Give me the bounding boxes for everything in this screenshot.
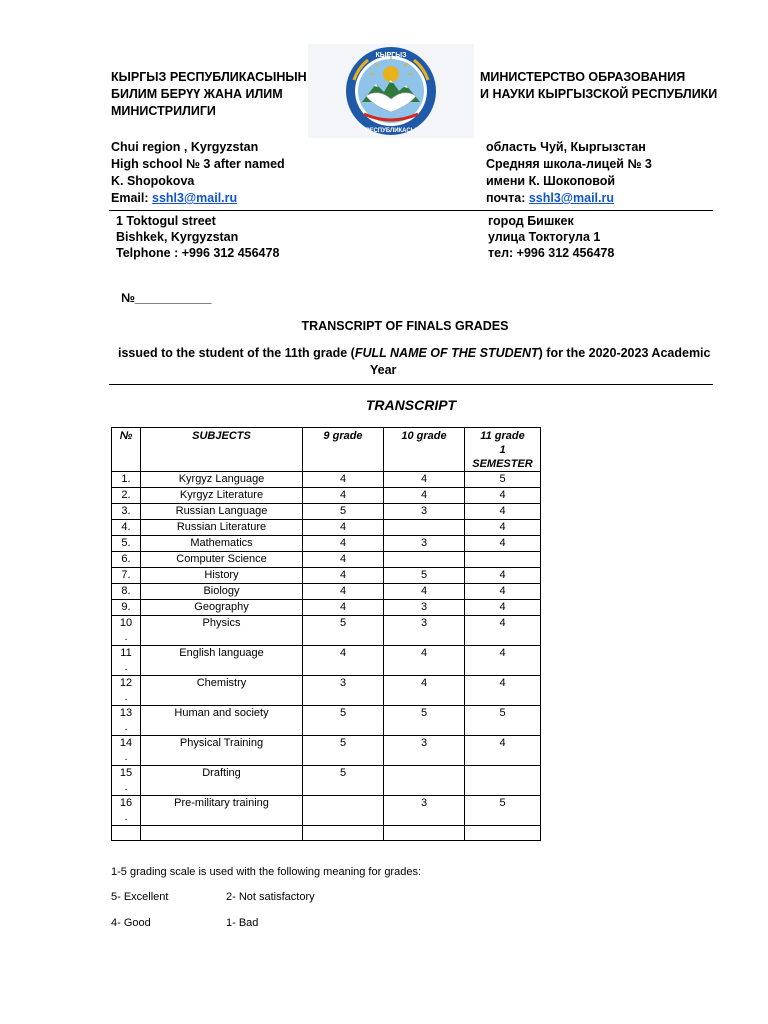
row-grade-10 (384, 766, 465, 796)
row-grade-11: 4 (465, 568, 541, 584)
ministry-name-ky (111, 69, 307, 120)
school-named-after-en: K. Shopokova (111, 174, 195, 188)
email-label-ru: почта: (486, 191, 529, 205)
city-en: Bishkek, Kyrgyzstan (116, 230, 239, 244)
row-number-dot: . (124, 781, 128, 793)
row-number: 8. (112, 584, 141, 600)
issued-to-line (118, 345, 710, 362)
school-region-en: Chui region , Kyrgyzstan (111, 140, 259, 154)
table-row (112, 766, 541, 796)
row-number (112, 736, 141, 766)
row-number: 4. (112, 520, 141, 536)
table-row (112, 646, 541, 676)
row-grade-9: 4 (303, 600, 384, 616)
row-number-part: 11 (120, 647, 132, 659)
row-number (112, 796, 141, 826)
row-number-part: 15 (119, 767, 133, 779)
header-11-grade (465, 428, 541, 472)
row-grade-10: 3 (384, 796, 465, 826)
row-number-dot: . (124, 811, 128, 823)
empty-cell (465, 826, 541, 841)
row-grade-10: 3 (384, 504, 465, 520)
header-11-grade-l3: SEMESTER (472, 458, 533, 470)
issued-text-2: ) for the 2020-2023 Academic (538, 346, 711, 360)
school-info-ru (486, 139, 652, 207)
row-grade-9: 4 (303, 584, 384, 600)
table-row (112, 676, 541, 706)
row-grade-9: 5 (303, 706, 384, 736)
scale-bad: 1- Bad (226, 917, 259, 929)
header-10-grade: 10 grade (384, 428, 465, 472)
row-grade-10: 3 (384, 536, 465, 552)
row-grade-11: 4 (465, 646, 541, 676)
grades-table (111, 427, 541, 841)
table-row (112, 584, 541, 600)
issued-text-1: issued to the student of the 11th grade ( (118, 346, 355, 360)
row-grade-9: 4 (303, 472, 384, 488)
scale-good: 4- Good (111, 917, 151, 929)
table-row (112, 600, 541, 616)
city-ru: город Бишкек (488, 214, 574, 228)
row-subject: Physics (141, 616, 303, 646)
school-info-en (111, 139, 285, 207)
row-grade-9: 4 (303, 568, 384, 584)
row-grade-10: 5 (384, 706, 465, 736)
document-number: №___________ (121, 291, 212, 305)
row-subject: Kyrgyz Literature (141, 488, 303, 504)
row-subject: Russian Literature (141, 520, 303, 536)
document-title: TRANSCRIPT OF FINALS GRADES (301, 319, 509, 333)
school-email-ru (486, 190, 652, 207)
row-subject: Mathematics (141, 536, 303, 552)
ministry-ky-line2: БИЛИМ БЕРҮҮ ЖАНА ИЛИМ (111, 87, 283, 101)
row-number (112, 706, 141, 736)
student-name-placeholder: FULL NAME OF THE STUDENT (354, 346, 539, 360)
school-named-after-ru: имени К. Шокоповой (486, 174, 616, 188)
row-grade-9: 5 (303, 766, 384, 796)
ministry-ky-line3: МИНИСТРИЛИГИ (111, 104, 216, 118)
row-number (112, 676, 141, 706)
street-ru: улица Токтогула 1 (488, 230, 601, 244)
row-grade-9: 4 (303, 520, 384, 536)
table-row (112, 488, 541, 504)
row-grade-9: 4 (303, 552, 384, 568)
row-grade-9: 5 (303, 736, 384, 766)
header-divider (109, 210, 713, 211)
school-email-en (111, 190, 285, 207)
header-number: № (112, 428, 141, 472)
row-number-part: 12 (119, 677, 133, 689)
row-subject: Human and society (141, 706, 303, 736)
row-grade-9: 5 (303, 504, 384, 520)
school-name-en: High school № 3 after named (111, 157, 285, 171)
phone-ru: тел: +996 312 456478 (488, 246, 615, 260)
row-number: 5. (112, 536, 141, 552)
row-number-dot: . (124, 631, 128, 643)
row-grade-9: 4 (303, 536, 384, 552)
row-grade-10: 4 (384, 646, 465, 676)
table-row (112, 796, 541, 826)
state-emblem (308, 44, 474, 138)
row-subject: History (141, 568, 303, 584)
row-number (112, 616, 141, 646)
row-grade-11 (465, 766, 541, 796)
row-grade-11: 4 (465, 504, 541, 520)
empty-cell (384, 826, 465, 841)
header-11-grade-l2: 1 (499, 444, 506, 456)
row-number: 9. (112, 600, 141, 616)
row-grade-11: 4 (465, 616, 541, 646)
header-9-grade: 9 grade (303, 428, 384, 472)
row-number-dot: . (124, 661, 128, 673)
row-subject: Computer Science (141, 552, 303, 568)
row-subject: Physical Training (141, 736, 303, 766)
row-number-part: 13 (119, 707, 133, 719)
row-grade-11: 5 (465, 472, 541, 488)
street-en: 1 Toktogul street (116, 214, 216, 228)
ministry-name-ru (480, 69, 717, 103)
table-row (112, 536, 541, 552)
ministry-ru-line1: МИНИСТЕРСТВО ОБРАЗОВАНИЯ (480, 70, 686, 84)
row-subject: Pre-military training (141, 796, 303, 826)
table-row (112, 736, 541, 766)
table-row (112, 472, 541, 488)
row-number-dot: . (124, 721, 128, 733)
row-number: 6. (112, 552, 141, 568)
row-grade-9 (303, 796, 384, 826)
row-subject: Biology (141, 584, 303, 600)
email-label: Email: (111, 191, 152, 205)
row-grade-10: 3 (384, 616, 465, 646)
school-region-ru: область Чуй, Кыргызстан (486, 140, 646, 154)
kyrgyz-emblem-icon (308, 44, 474, 138)
row-subject: Drafting (141, 766, 303, 796)
scale-intro: 1-5 grading scale is used with the following meaning for grades: (111, 866, 422, 878)
row-subject: Chemistry (141, 676, 303, 706)
school-name-ru: Средняя школа-лицей № 3 (486, 157, 652, 171)
row-grade-11: 4 (465, 536, 541, 552)
phone-en: Telphone : +996 312 456478 (116, 246, 280, 260)
row-grade-10: 4 (384, 472, 465, 488)
table-row (112, 568, 541, 584)
row-grade-10 (384, 520, 465, 536)
transcript-heading: TRANSCRIPT (365, 397, 457, 413)
row-number-part: 14 (119, 737, 133, 749)
address-en (116, 213, 279, 261)
row-grade-11: 4 (465, 600, 541, 616)
row-number (112, 766, 141, 796)
ministry-ky-line1: КЫРГЫЗ РЕСПУБЛИКАСЫНЫН (111, 70, 307, 84)
empty-cell (141, 826, 303, 841)
row-subject: Geography (141, 600, 303, 616)
title-divider (109, 384, 713, 385)
row-grade-11 (465, 552, 541, 568)
row-number-dot: . (124, 691, 128, 703)
empty-cell (112, 826, 141, 841)
grades-body (112, 472, 541, 841)
row-number (112, 646, 141, 676)
table-row (112, 520, 541, 536)
row-grade-11: 4 (465, 488, 541, 504)
row-grade-11: 4 (465, 520, 541, 536)
row-number: 3. (112, 504, 141, 520)
row-number-part: 10 (119, 617, 133, 629)
row-grade-10: 3 (384, 600, 465, 616)
row-grade-9: 3 (303, 676, 384, 706)
address-ru (488, 213, 614, 261)
row-grade-10: 5 (384, 568, 465, 584)
header-11-grade-l1: 11 grade (480, 430, 525, 442)
email-link[interactable]: sshl3@mail.ru (152, 191, 238, 205)
row-grade-9: 4 (303, 646, 384, 676)
empty-cell (303, 826, 384, 841)
row-grade-10: 4 (384, 488, 465, 504)
row-grade-10 (384, 552, 465, 568)
table-row-empty (112, 826, 541, 841)
row-grade-11: 5 (465, 706, 541, 736)
emblem-text-bottom: РЕСПУБЛИКАСЫ (365, 128, 417, 134)
row-number: 1. (112, 472, 141, 488)
row-subject: Kyrgyz Language (141, 472, 303, 488)
row-number: 2. (112, 488, 141, 504)
row-grade-11: 5 (465, 796, 541, 826)
row-grade-9: 5 (303, 616, 384, 646)
row-subject: Russian Language (141, 504, 303, 520)
issued-year: Year (370, 363, 397, 377)
row-grade-9: 4 (303, 488, 384, 504)
row-grade-11: 4 (465, 584, 541, 600)
table-header-row (112, 428, 541, 472)
row-subject: English language (141, 646, 303, 676)
table-row (112, 706, 541, 736)
scale-not-satisfactory: 2- Not satisfactory (226, 891, 315, 903)
scale-excellent: 5- Excellent (111, 891, 169, 903)
row-grade-11: 4 (465, 676, 541, 706)
row-number-dot: . (124, 751, 128, 763)
row-grade-11: 4 (465, 736, 541, 766)
table-row (112, 504, 541, 520)
row-number-part: 16 (119, 797, 133, 809)
row-grade-10: 4 (384, 676, 465, 706)
ministry-ru-line2: И НАУКИ КЫРГЫЗСКОЙ РЕСПУБЛИКИ (480, 87, 718, 101)
header-subjects: SUBJECTS (141, 428, 303, 472)
row-number: 7. (112, 568, 141, 584)
email-link-ru[interactable]: sshl3@mail.ru (528, 191, 614, 205)
table-row (112, 552, 541, 568)
row-grade-10: 3 (384, 736, 465, 766)
row-grade-10: 4 (384, 584, 465, 600)
emblem-text-top: КЫРГЫЗ (375, 52, 407, 59)
table-row (112, 616, 541, 646)
